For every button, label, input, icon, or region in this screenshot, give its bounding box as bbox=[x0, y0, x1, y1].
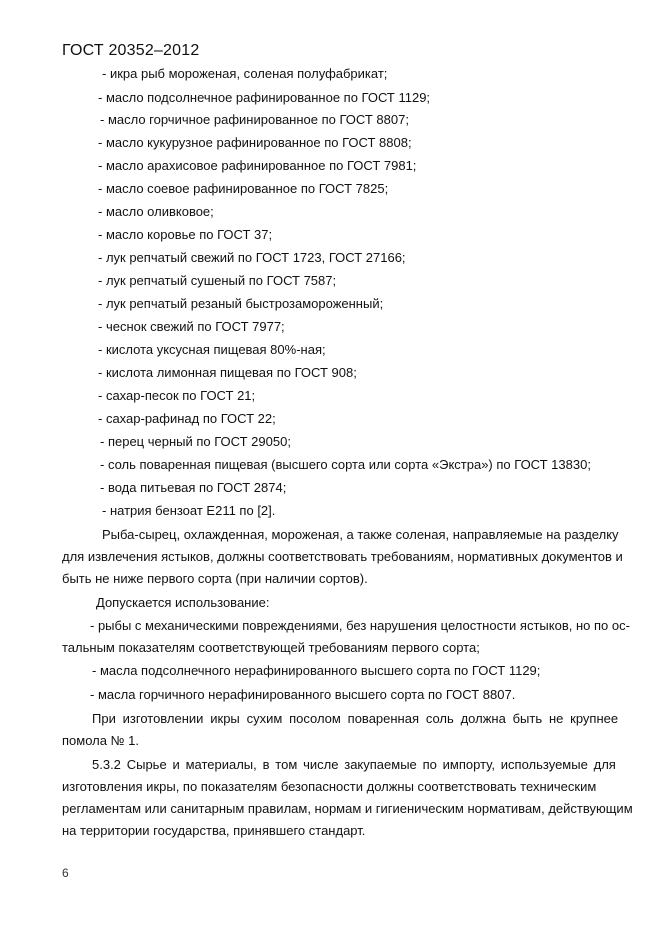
paragraph-line: 5.3.2 Сырье и материалы, в том числе закупаемые по импорту, используемые для bbox=[92, 757, 616, 772]
paragraph-allowed-sunflower bbox=[62, 660, 617, 682]
paragraph-line: - рыбы с механическими повреждениями, без нарушения целостности ястыков, но по ос- bbox=[90, 618, 630, 633]
list-item: - масло подсолнечное рафинированное по ГОСТ 1129; bbox=[98, 90, 431, 105]
list-item: - масло кукурузное рафинированное по ГОСТ 8808; bbox=[98, 135, 412, 150]
paragraph-allowed-title bbox=[62, 592, 617, 614]
paragraph-line: При изготовлении икры сухим посолом поваренная соль должна быть не крупнее bbox=[92, 711, 619, 726]
list-item: - соль поваренная пищевая (высшего сорта или сорта «Экстра») по ГОСТ 13830; bbox=[100, 457, 591, 472]
list-item: - натрия бензоат Е211 по [2]. bbox=[102, 503, 276, 518]
paragraph-raw-fish bbox=[62, 524, 623, 590]
list-item: - масло оливковое; bbox=[98, 204, 214, 219]
list-item: - масло арахисовое рафинированное по ГОСТ 7981; bbox=[98, 158, 417, 173]
list-item: - лук репчатый сушеный по ГОСТ 7587; bbox=[98, 273, 337, 288]
paragraph-clause-5-3-2 bbox=[62, 754, 633, 842]
list-item: - кислота лимонная пищевая по ГОСТ 908; bbox=[98, 365, 357, 380]
list-item: - лук репчатый резаный быстрозамороженный; bbox=[98, 296, 384, 311]
paragraph-line: Допускается использование: bbox=[96, 595, 270, 610]
list-item: - кислота уксусная пищевая 80%-ная; bbox=[98, 342, 326, 357]
page-number: 6 bbox=[62, 866, 69, 880]
paragraph-line: - масла подсолнечного нерафинированного высшего сорта по ГОСТ 1129; bbox=[92, 663, 541, 678]
paragraph-line: регламентам или санитарным правилам, нормам и гигиеническим нормативам, действующим bbox=[62, 801, 633, 816]
paragraph-line: быть не ниже первого сорта (при наличии сортов). bbox=[62, 571, 368, 586]
list-item: - лук репчатый свежий по ГОСТ 1723, ГОСТ 27166; bbox=[98, 250, 406, 265]
list-item: - масло горчичное рафинированное по ГОСТ 8807; bbox=[100, 112, 409, 127]
list-item: - вода питьевая по ГОСТ 2874; bbox=[100, 480, 287, 495]
list-item: - масло коровье по ГОСТ 37; bbox=[98, 227, 273, 242]
list-item: - чеснок свежий по ГОСТ 7977; bbox=[98, 319, 285, 334]
list-item: - перец черный по ГОСТ 29050; bbox=[100, 434, 291, 449]
paragraph-line: - масла горчичного нерафинированного высшего сорта по ГОСТ 8807. bbox=[90, 687, 516, 702]
list-item: - сахар-песок по ГОСТ 21; bbox=[98, 388, 256, 403]
paragraph-line: на территории государства, принявшего стандарт. bbox=[62, 823, 366, 838]
paragraph-line: помола № 1. bbox=[62, 733, 139, 748]
paragraph-salt bbox=[62, 708, 617, 752]
paragraph-allowed-fish bbox=[62, 615, 630, 659]
document-code: ГОСТ 20352–2012 bbox=[62, 42, 200, 59]
paragraph-line: для извлечения ястыков, должны соответствовать требованиям, нормативных документов и bbox=[62, 549, 623, 564]
paragraph-line: тальным показателям соответствующей требованиям первого сорта; bbox=[62, 640, 480, 655]
list-item: - икра рыб мороженая, соленая полуфабрикат; bbox=[102, 66, 388, 81]
list-item: - сахар-рафинад по ГОСТ 22; bbox=[98, 411, 276, 426]
paragraph-allowed-mustard bbox=[62, 684, 617, 706]
list-item: - масло соевое рафинированное по ГОСТ 7825; bbox=[98, 181, 389, 196]
paragraph-line: изготовления икры, по показателям безопасности должны соответствовать техническим bbox=[62, 779, 597, 794]
paragraph-line: Рыба-сырец, охлажденная, мороженая, а также соленая, направляемые на разделку bbox=[102, 527, 619, 542]
